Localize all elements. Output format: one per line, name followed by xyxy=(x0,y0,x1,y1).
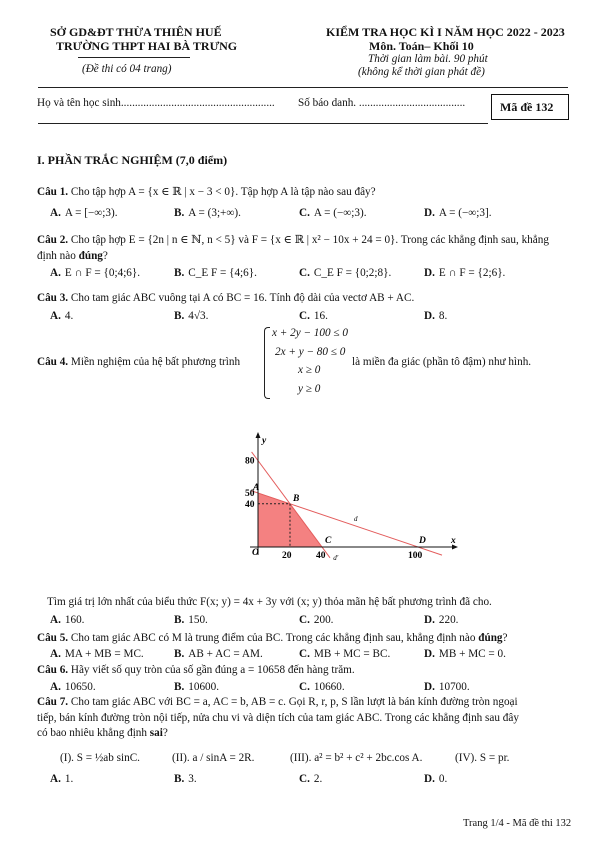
question-3 xyxy=(37,292,414,304)
q4-option-a[interactable]: A. 160. xyxy=(50,614,85,626)
q7-option-b[interactable]: B. 3. xyxy=(174,773,197,785)
question-7-line3: có bao nhiêu khẳng định sai? xyxy=(37,727,168,739)
q7-statement-2: (II). a / sinA = 2R. xyxy=(172,752,255,764)
q4-option-b[interactable]: B. 150. xyxy=(174,614,208,626)
q2-option-a[interactable]: A. E ∩ F = {0;4;6}. xyxy=(50,267,141,279)
q3-label: Câu 3. xyxy=(37,292,69,304)
q1-option-c[interactable]: C. A = (−∞;3). xyxy=(299,207,367,219)
dept-name: SỞ GD&ĐT THỪA THIÊN HUẾ xyxy=(50,25,222,39)
q2-option-c[interactable]: C. C_E F = {0;2;8}. xyxy=(299,267,392,279)
question-2 xyxy=(37,233,549,246)
q7-text: Cho tam giác ABC với BC = a, AC = b, AB = c. Gọi R, r, p, S lần lượt là bán kính đường tròn ngoại xyxy=(70,696,518,708)
q1-text: Cho tập hợp A = {x ∈ ℝ | x − 3 < 0}. Tập hợp A là tập nào sau đây? xyxy=(70,186,376,198)
feasible-region-graph xyxy=(236,410,456,582)
q6-option-a[interactable]: A. 10650. xyxy=(50,681,96,693)
name-divider xyxy=(38,123,488,124)
y-axis-arrow xyxy=(256,432,261,438)
q7-option-c[interactable]: C. 2. xyxy=(299,773,323,785)
q5-option-a[interactable]: A. MA + MB = MC. xyxy=(50,648,144,660)
system-eq-1: x + 2y − 100 ≤ 0 xyxy=(272,327,348,339)
exam-duration: Thời gian làm bài. 90 phút xyxy=(368,53,488,65)
q4-text-after: là miền đa giác (phần tô đậm) như hình. xyxy=(352,356,532,368)
x-tick-label: 100 xyxy=(408,551,423,561)
system-eq-3: x ≥ 0 xyxy=(298,364,321,376)
q4-option-d[interactable]: D. 220. xyxy=(424,614,459,626)
q1-option-b[interactable]: B. A = (3;+∞). xyxy=(174,207,241,219)
q5-option-b[interactable]: B. AB + AC = AM. xyxy=(174,648,263,660)
line-d-prime-label: d' xyxy=(333,553,339,562)
x-axis-label: x xyxy=(451,536,456,546)
q2-label: Câu 2. xyxy=(37,234,69,246)
q5-label: Câu 5. xyxy=(37,632,69,644)
header-divider xyxy=(38,87,568,88)
point-label-d: D xyxy=(419,536,426,546)
question-7-line2: tiếp, bán kính đường tròn nội tiếp, nửa chu vi và diện tích của tam giác ABC. Trong các khẳng định sau đây xyxy=(37,712,519,724)
point-label-b: B xyxy=(293,493,300,504)
line-d-label: d xyxy=(354,515,358,524)
point-label-c: C xyxy=(325,536,332,546)
q6-text: Hãy viết số quy tròn của số gần đúng a = 10658 đến hàng trăm. xyxy=(70,664,355,676)
q4-option-c[interactable]: C. 200. xyxy=(299,614,334,626)
exam-title: KIỂM TRA HỌC KÌ I NĂM HỌC 2022 - 2023 xyxy=(326,25,565,39)
q3-option-b[interactable]: B. 4√3. xyxy=(174,310,209,322)
student-name-line: Họ và tên học sinh....................................................... xyxy=(37,97,275,109)
question-7 xyxy=(37,696,518,708)
q2-text: Cho tập hợp E = {2n | n ∈ ℕ, n < 5} và F = {x ∈ ℝ | x² − 10x + 24 = 0}. Trong các khẳng định sau, khẳng xyxy=(70,234,549,246)
q1-option-a[interactable]: A. A = [−∞;3). xyxy=(50,207,118,219)
y-tick-label: 80 xyxy=(245,456,255,467)
question-6 xyxy=(37,664,355,676)
q3-option-d[interactable]: D. 8. xyxy=(424,310,448,322)
question-5: Câu 5. Cho tam giác ABC có M là trung điểm của BC. Trong các khẳng định sau, khẳng định nào đúng? xyxy=(37,632,508,644)
question-1 xyxy=(37,185,376,198)
y-tick-label: 50 xyxy=(245,489,255,499)
question-2-line2: định nào đúng? xyxy=(37,250,108,262)
exam-code: Mã đề 132 xyxy=(500,100,554,114)
q2-option-d[interactable]: D. E ∩ F = {2;6}. xyxy=(424,267,506,279)
q7-statement-1: (I). S = ½ab sinC. xyxy=(60,752,140,764)
q5-option-d[interactable]: D. MB + MC = 0. xyxy=(424,648,506,660)
system-eq-4: y ≥ 0 xyxy=(298,383,321,395)
point-label-a: A xyxy=(253,483,260,493)
q7-option-d[interactable]: D. 0. xyxy=(424,773,448,785)
exam-subject: Môn. Toán– Khối 10 xyxy=(369,39,474,53)
question-4 xyxy=(37,356,240,368)
system-eq-2: 2x + y − 80 ≤ 0 xyxy=(275,346,346,358)
q3-option-a[interactable]: A. 4. xyxy=(50,310,74,322)
student-id-line: Số báo danh. ...................................... xyxy=(298,97,466,109)
y-axis-label: y xyxy=(262,436,267,446)
q1-option-d[interactable]: D. A = (−∞;3]. xyxy=(424,207,492,219)
page-footer: Trang 1/4 - Mã đề thi 132 xyxy=(463,818,572,829)
system-brace xyxy=(264,327,270,399)
y-tick-label: 40 xyxy=(245,499,255,510)
q1-label: Câu 1. xyxy=(37,186,69,198)
x-tick-label: 40 xyxy=(316,551,326,561)
q7-statement-4: (IV). S = pr. xyxy=(455,752,510,764)
q7-label: Câu 7. xyxy=(37,696,69,708)
q7-statement-3: (III). a² = b² + c² + 2bc.cos A. xyxy=(290,752,423,764)
q5-option-c[interactable]: C. MB + MC = BC. xyxy=(299,648,391,660)
pages-note: (Đề thi có 04 trang) xyxy=(82,63,172,75)
q4-question: Tìm giá trị lớn nhất của biểu thức F(x; y) = 4x + 3y với (x; y) thỏa mãn hệ bất phương trình đã cho. xyxy=(47,596,492,608)
header-underline-left xyxy=(78,57,190,58)
q7-option-a[interactable]: A. 1. xyxy=(50,773,74,785)
q4-text: Miền nghiệm của hệ bất phương trình xyxy=(70,356,241,368)
q6-label: Câu 6. xyxy=(37,664,69,676)
q4-label: Câu 4. xyxy=(37,356,69,368)
point-label-o: O xyxy=(252,548,259,558)
x-tick-label: 20 xyxy=(282,551,292,561)
q2-option-b[interactable]: B. C_E F = {4;6}. xyxy=(174,267,257,279)
q6-option-d[interactable]: D. 10700. xyxy=(424,681,470,693)
school-name: TRƯỜNG THPT HAI BÀ TRƯNG xyxy=(56,39,238,53)
q6-option-c[interactable]: C. 10660. xyxy=(299,681,345,693)
q3-option-c[interactable]: C. 16. xyxy=(299,310,328,322)
q3-text: Cho tam giác ABC vuông tại A có BC = 16. Tính độ dài của vectơ AB + AC. xyxy=(70,292,415,304)
section-title: I. PHẦN TRẮC NGHIỆM (7,0 điểm) xyxy=(37,153,228,167)
exam-duration-note: (không kể thời gian phát đề) xyxy=(358,66,485,78)
q6-option-b[interactable]: B. 10600. xyxy=(174,681,220,693)
